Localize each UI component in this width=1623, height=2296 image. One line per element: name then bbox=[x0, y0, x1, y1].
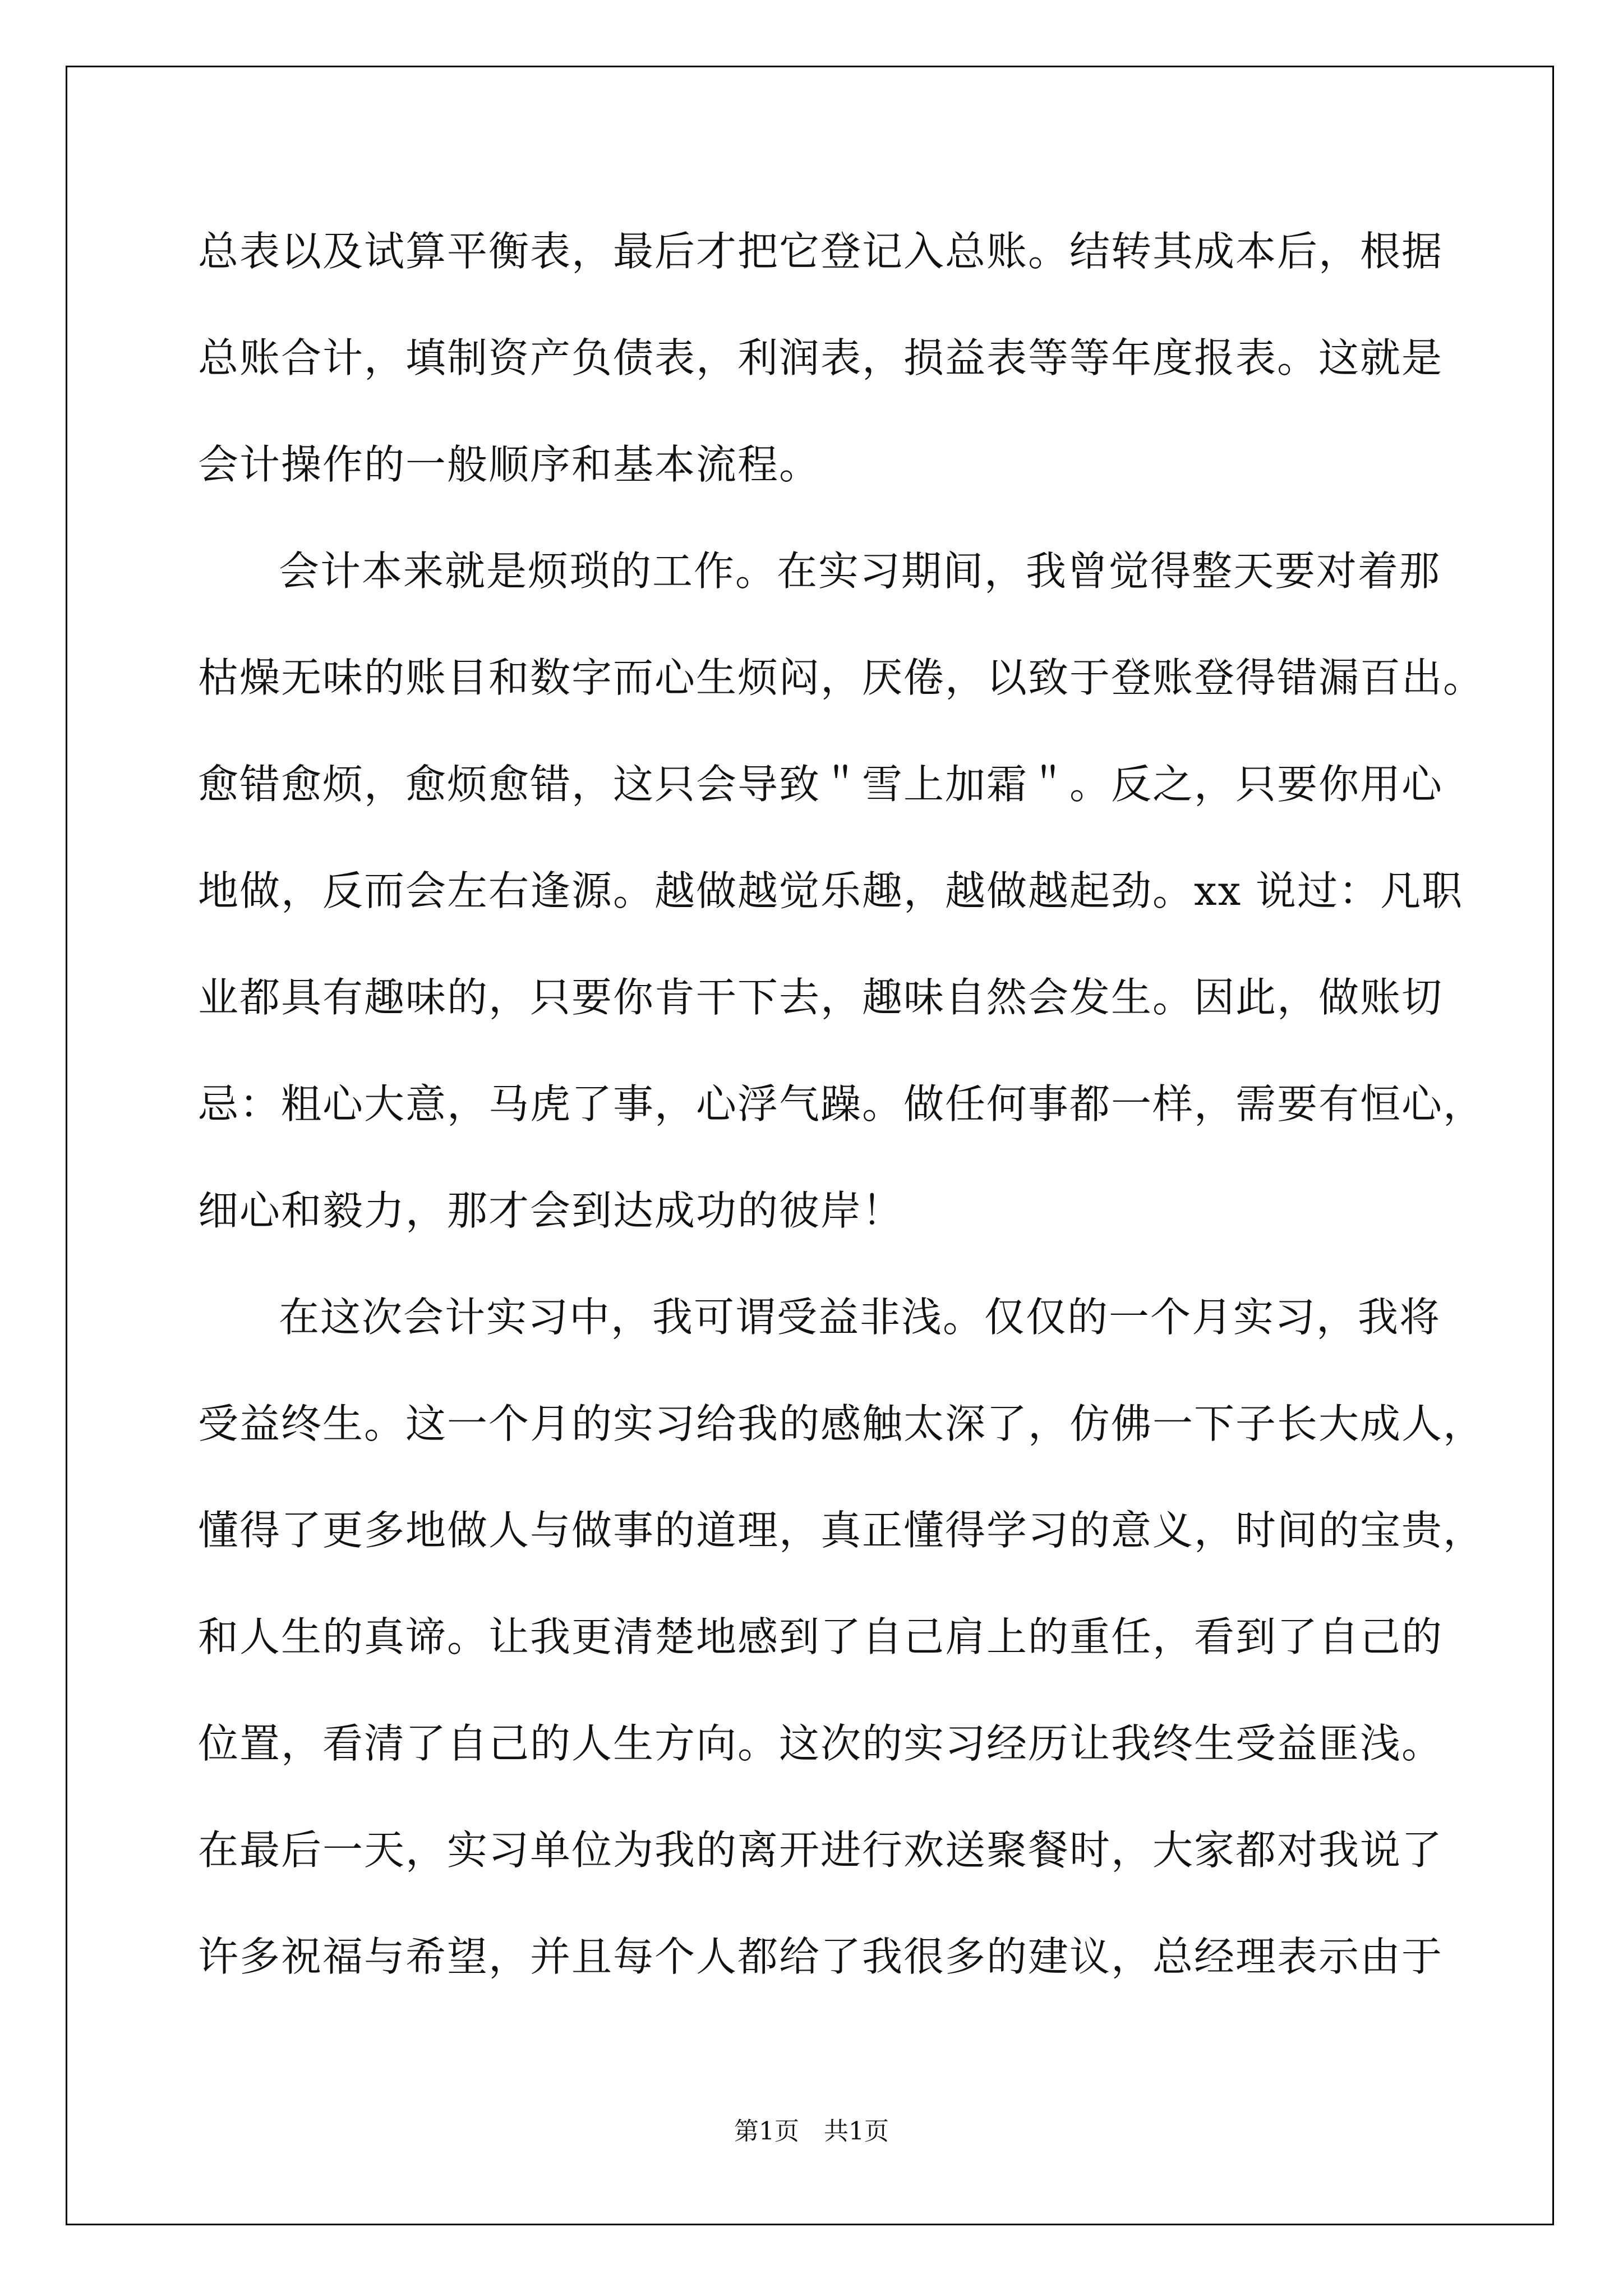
text-line: 会计本来就是烦琐的工作。在实习期间，我曾觉得整天要对着那 bbox=[279, 547, 1441, 595]
text-line: 忌：粗心大意，马虎了事，心浮气躁。做任何事都一样，需要有恒心， bbox=[198, 1080, 1485, 1128]
text-line: 在这次会计实习中，我可谓受益非浅。仅仅的一个月实习，我将 bbox=[279, 1294, 1441, 1341]
page-footer: 第1页 共1页 bbox=[734, 2117, 889, 2146]
text-line: 受益终生。这一个月的实习给我的感触太深了，仿佛一下子长大成人， bbox=[198, 1400, 1485, 1447]
text-line: 愈错愈烦，愈烦愈错，这只会导致＂雪上加霜＂。反之，只要你用心 bbox=[198, 761, 1444, 808]
text-line: 总账合计，填制资产负债表，利润表，损益表等等年度报表。这就是 bbox=[198, 334, 1444, 381]
text-line: 在最后一天，实习单位为我的离开进行欢送聚餐时，大家都对我说了 bbox=[198, 1826, 1444, 1874]
text-line: 许多祝福与希望，并且每个人都给了我很多的建议，总经理表示由于 bbox=[198, 1933, 1444, 1980]
text-line: 会计操作的一般顺序和基本流程。 bbox=[198, 441, 821, 488]
text-line: 细心和毅力，那才会到达成功的彼岸！ bbox=[198, 1187, 904, 1234]
text-line: 枯燥无味的账目和数字而心生烦闷，厌倦，以致于登账登得错漏百出。 bbox=[198, 654, 1485, 701]
text-line: 位置，看清了自己的人生方向。这次的实习经历让我终生受益匪浅。 bbox=[198, 1720, 1444, 1767]
text-line: 总表以及试算平衡表，最后才把它登记入总账。结转其成本后，根据 bbox=[198, 228, 1444, 275]
page-border bbox=[66, 66, 1554, 2225]
text-line: 和人生的真谛。让我更清楚地感到了自己肩上的重任，看到了自己的 bbox=[198, 1613, 1444, 1660]
text-line: 地做，反而会左右逢源。越做越觉乐趣，越做越起劲。xx 说过：凡职 bbox=[198, 867, 1464, 914]
text-line: 业都具有趣味的，只要你肯干下去，趣味自然会发生。因此，做账切 bbox=[198, 974, 1444, 1021]
text-line: 懂得了更多地做人与做事的道理，真正懂得学习的意义，时间的宝贵， bbox=[198, 1507, 1485, 1554]
